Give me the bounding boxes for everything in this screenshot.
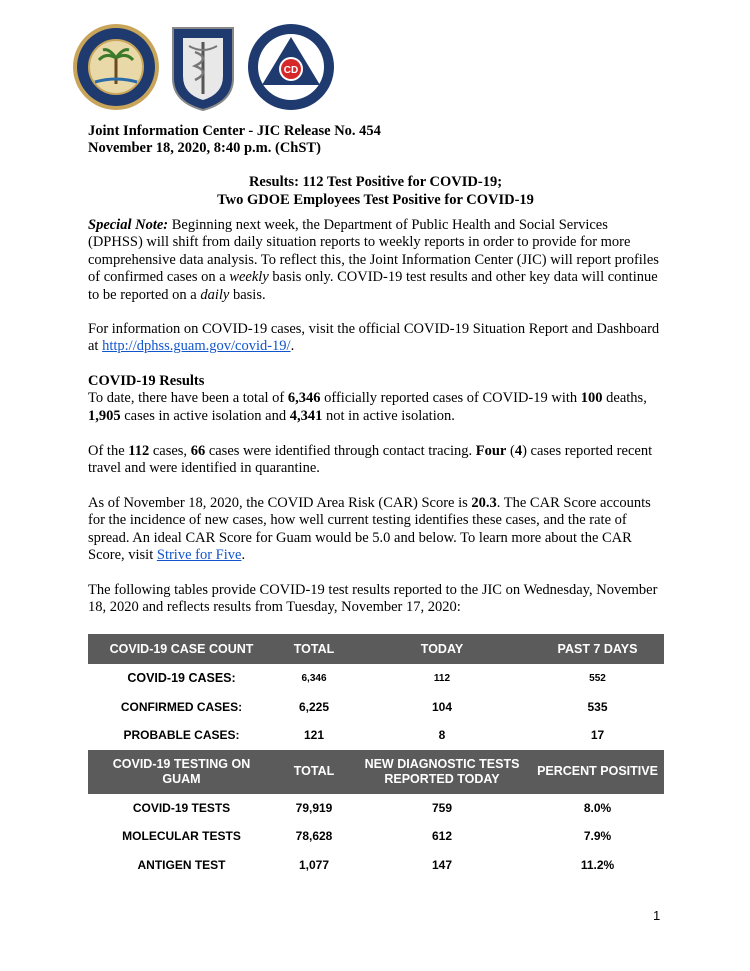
public-health-seal-icon: [169, 24, 237, 112]
results-heading: COVID-19 Results: [88, 373, 205, 389]
results-text-5: not in active isolation.: [322, 407, 455, 424]
release-date: November 18, 2020, 8:40 p.m. (ChST): [88, 140, 321, 156]
cell-past-7-days: 552: [589, 672, 606, 684]
header-past-7-days: PAST 7 DAYS: [531, 634, 664, 664]
row-label: COVID-19 TESTS: [132, 800, 231, 815]
results-text-4: cases in active isolation and: [120, 407, 290, 424]
homeland-security-seal-icon: [246, 22, 336, 112]
cell-past-7-days: 17: [590, 728, 605, 743]
active-isolation-count: 1,905: [88, 407, 121, 424]
governor-seal-icon: [71, 22, 161, 112]
header-today: TODAY: [353, 634, 531, 664]
not-active-count: 4,341: [289, 407, 323, 424]
cell-new-tests: 612: [431, 829, 453, 844]
results-text-2: officially reported cases of COVID-19 with: [320, 390, 581, 407]
results-text-1: To date, there have been a total of: [88, 390, 288, 407]
table-row: [88, 794, 664, 823]
header-testing-total: TOTAL: [275, 750, 353, 794]
info-paragraph: [88, 321, 666, 356]
cell-new-tests: 147: [431, 857, 453, 872]
cell-past-7-days: 535: [587, 699, 608, 714]
car-text-1: As of November 18, 2020, the COVID Area Risk (CAR) Score is: [88, 495, 472, 511]
of-cases-text-5: ) cases reported recent travel and were identified in quarantine.: [88, 443, 653, 477]
row-label: COVID-19 CASES:: [127, 671, 236, 686]
table-row: [88, 664, 664, 693]
of-cases-text-1: Of the: [88, 443, 129, 459]
cell-percent: 11.2%: [580, 857, 615, 872]
cell-today: 112: [433, 672, 451, 684]
info-text-2: .: [290, 338, 295, 355]
cell-today: 8: [438, 728, 446, 743]
row-label: PROBABLE CASES:: [123, 728, 240, 743]
weekly-text: weekly: [229, 269, 269, 286]
header-testing: COVID-19 TESTING ON GUAM: [88, 750, 275, 794]
release-title: [88, 173, 663, 209]
deaths-count: 100: [580, 390, 603, 407]
results-table: [88, 634, 664, 879]
special-note-text-1: Beginning next week, the Department of Public Health and Social Services (DPHSS) will shift from daily situation reports to weekly reports in order to provide for more comprehensive data analysis. To reflect this, the Joint Information Center (JIC) will report profiles of confirmed cases on a: [88, 217, 659, 286]
special-note-label: Special Note:: [88, 217, 169, 233]
table-row: [88, 822, 664, 851]
header-new-tests: NEW DIAGNOSTIC TESTS REPORTED TODAY: [353, 750, 531, 794]
cell-percent: 8.0%: [583, 800, 612, 815]
cell-total: 6,225: [298, 699, 330, 714]
testing-table-header: [88, 750, 664, 794]
cell-total: 78,628: [295, 829, 333, 844]
case-table-header: [88, 634, 664, 664]
new-cases-count: 112: [128, 443, 150, 459]
release-header: [88, 123, 381, 157]
contact-tracing-paragraph: [88, 443, 666, 478]
total-cases: 6,346: [287, 390, 321, 407]
special-note-text-2: basis only. COVID-19 test results and other key data will continue to be reported on a: [88, 269, 658, 303]
results-paragraph: [88, 390, 666, 425]
of-cases-text-2: cases,: [149, 443, 191, 459]
row-label: MOLECULAR TESTS: [122, 829, 241, 844]
row-label: ANTIGEN TEST: [137, 857, 226, 872]
cell-new-tests: 759: [431, 800, 453, 815]
tables-intro: The following tables provide COVID-19 test results reported to the JIC on Wednesday, November 18, 2020 and reflects results from Tuesday, November 17, 2020:: [88, 582, 658, 616]
table-row: [88, 851, 664, 880]
page-number: 1: [653, 908, 661, 923]
cell-percent: 7.9%: [583, 829, 612, 844]
results-section: [88, 373, 666, 425]
cell-today: 104: [431, 699, 453, 714]
cell-total: 1,077: [298, 857, 330, 872]
svg-text:CD: CD: [283, 65, 299, 76]
table-row: [88, 721, 664, 750]
of-cases-text-3: cases were identified through contact tracing.: [205, 443, 476, 459]
special-note-text-3: basis.: [229, 286, 266, 303]
contact-tracing-count: 66: [190, 443, 206, 459]
car-text-2: . The CAR Score accounts for the incidence of new cases, how well current testing identifies these cases, and the rate of spread. An ideal CAR Score for Guam would be 5.0 and below. To learn more about the CAR Score, visit: [88, 495, 651, 564]
release-number: Joint Information Center - JIC Release No. 454: [88, 123, 381, 139]
car-score-paragraph: [88, 495, 666, 565]
title-line-1: Results: 112 Test Positive for COVID-19;: [248, 174, 503, 190]
cell-total: 121: [303, 728, 325, 743]
header-percent-positive: PERCENT POSITIVE: [531, 750, 664, 794]
of-cases-text-4: (: [506, 443, 515, 459]
dphss-link[interactable]: http://dphss.guam.gov/covid-19/: [102, 338, 291, 355]
header-case-count: COVID-19 CASE COUNT: [88, 634, 275, 664]
row-label: CONFIRMED CASES:: [120, 699, 243, 714]
cell-total: 79,919: [295, 800, 333, 815]
special-note-paragraph: [88, 217, 666, 304]
table-row: [88, 693, 664, 722]
strive-for-five-link[interactable]: Strive for Five: [156, 547, 242, 564]
info-text-1: For information on COVID-19 cases, visit the official COVID-19 Situation Report and Dashboard at: [88, 321, 660, 355]
car-text-3: .: [241, 547, 246, 564]
cell-total: 6,346: [301, 672, 327, 684]
car-score-value: 20.3: [471, 495, 497, 511]
header-total: TOTAL: [275, 634, 353, 664]
travel-count-word: Four: [475, 443, 507, 459]
results-text-3: deaths,: [602, 390, 647, 407]
travel-count-number: 4: [514, 443, 523, 459]
daily-text: daily: [200, 286, 230, 303]
title-line-2: Two GDOE Employees Test Positive for COVID-19: [217, 192, 534, 208]
